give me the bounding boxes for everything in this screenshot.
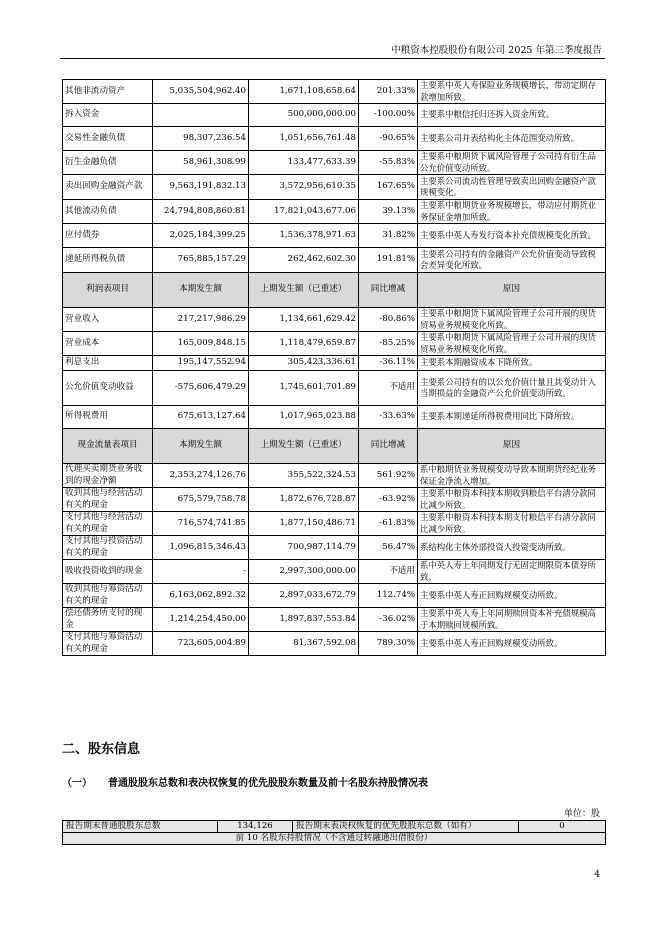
page-number: 4 [594,870,600,880]
balance-current-cell: 98,307,236.54 [153,127,249,151]
balance-previous-cell: 17,821,043,677.06 [249,200,359,224]
income-current-cell: 675,613,127.64 [153,406,249,429]
cash-previous-cell: 2,997,300,000.00 [249,560,359,584]
income-row [63,371,606,406]
income-change-cell: -33.63% [359,406,418,429]
balance-previous-cell: 1,536,378,971.63 [249,224,359,248]
income-current-cell: 165,009,848.15 [153,332,249,356]
cash-item-cell: 吸收投资收到的现金 [63,560,153,584]
cash-change-cell: -36.02% [359,608,418,632]
balance-row [63,175,606,200]
cash-reason-cell: 主要系中英人寿上年同期赎回资本补充债规模高于本期赎回规模所致。 [418,608,606,632]
income-previous-cell: 1,118,479,659.87 [249,332,359,356]
shareholder-count-row [63,821,606,833]
income-item-cell: 所得税费用 [63,406,153,429]
cash-previous-cell: 1,877,150,486.71 [249,512,359,536]
balance-current-cell: 58,961,308.99 [153,151,249,175]
cash-header-item: 现金流量表项目 [63,429,153,464]
balance-change-cell: 39.13% [359,200,418,224]
cash-change-cell: 789.30% [359,632,418,656]
income-section [63,308,606,429]
income-header-item: 利润表项目 [63,273,153,308]
cash-row [63,512,606,536]
cash-header-change: 同比增减 [359,429,418,464]
income-reason-cell: 主要系本期递延所得税费用同比下降所致。 [418,406,606,429]
subsection-text: 普通股股东总数和表决权恢复的优先股股东数量及前十名股东持股情况表 [108,778,428,789]
unit-label: 单位：股 [563,809,600,819]
cash-item-cell: 偿还债务所支付的现金 [63,608,153,632]
balance-item-cell: 应付债券 [63,224,153,248]
cash-change-cell: 112.74% [359,584,418,608]
cash-current-cell: 723,605,004.89 [153,632,249,656]
balance-current-cell [153,104,249,127]
cash-section [63,464,606,656]
balance-previous-cell: 1,051,656,761.48 [249,127,359,151]
balance-item-cell: 递延所得税负债 [63,248,153,273]
cash-previous-cell: 1,897,837,553.84 [249,608,359,632]
cash-row [63,608,606,632]
cash-reason-cell: 主要系中英人寿正回购规模变动所致。 [418,584,606,608]
income-previous-cell: 1,134,661,629.42 [249,308,359,332]
income-item-cell: 利息支出 [63,356,153,371]
income-current-cell: -575,606,479.29 [153,371,249,406]
income-item-cell: 营业收入 [63,308,153,332]
balance-change-cell: 31.82% [359,224,418,248]
income-current-cell: 195,147,552.94 [153,356,249,371]
balance-section [63,80,606,273]
report-header: 中粮资本控股股份有限公司 2025 年第三季度报告 [391,45,602,56]
balance-reason-cell: 主要系中英人寿发行资本补充债规模变化所致。 [418,224,606,248]
cash-change-cell: 561.92% [359,464,418,488]
income-header-change: 同比增减 [359,273,418,308]
income-change-cell: -36.11% [359,356,418,371]
income-previous-cell: 1,017,965,023.88 [249,406,359,429]
cash-change-cell: -63.92% [359,488,418,512]
balance-current-cell: 9,563,191,832.13 [153,175,249,200]
cash-previous-cell: 700,987,114.79 [249,536,359,560]
section-title: 二、股东信息 [62,742,141,757]
cash-reason-cell: 系中英人寿上年同期发行无固定期限资本债券所致。 [418,560,606,584]
income-current-cell: 217,217,986.29 [153,308,249,332]
balance-row [63,151,606,175]
income-previous-cell: 1,745,601,701.89 [249,371,359,406]
income-row [63,406,606,429]
cash-change-cell: -61.83% [359,512,418,536]
cash-current-cell: 1,096,815,346.43 [153,536,249,560]
income-item-cell: 营业成本 [63,332,153,356]
cash-previous-cell: 81,367,592.08 [249,632,359,656]
cash-row [63,632,606,656]
cash-reason-cell: 系结构化主体外部投资人投资变动所致。 [418,536,606,560]
balance-current-cell: 2,025,184,399.25 [153,224,249,248]
cash-current-cell: 6,163,062,892.32 [153,584,249,608]
balance-reason-cell: 主要系中粮期货业务规模增长，带动应付期货业务保证金增加所致。 [418,200,606,224]
cash-header-reason: 原因 [418,429,606,464]
balance-change-cell: -100.00% [359,104,418,127]
balance-item-cell: 交易性金融负债 [63,127,153,151]
cash-item-cell: 支付其他与筹资活动有关的现金 [63,632,153,656]
cash-item-cell: 支付其他与经营活动有关的现金 [63,512,153,536]
cash-reason-cell: 系中粮期货业务规模变动导致本期期货经纪业务保证金净流入增加。 [418,464,606,488]
income-change-cell: 不适用 [359,371,418,406]
subsection-title [62,774,428,789]
balance-current-cell: 765,885,157.29 [153,248,249,273]
balance-item-cell: 其他非流动资产 [63,80,153,104]
cash-previous-cell: 2,897,033,672.79 [249,584,359,608]
subsection-number: （一） [62,778,92,789]
balance-item-cell: 衍生金融负债 [63,151,153,175]
cash-item-cell: 收到其他与经营活动有关的现金 [63,488,153,512]
income-reason-cell: 主要系公司持有的以公允价值计量且其变动计入当期损益的金融资产公允价值变动所致。 [418,371,606,406]
cash-item-cell: 代理买卖期货业务收到的现金净额 [63,464,153,488]
income-reason-cell: 主要系中粮期货下属风险管理子公司开展的现货贸易业务规模变化所致。 [418,308,606,332]
cash-row [63,536,606,560]
cash-item-cell: 收到其他与筹资活动有关的现金 [63,584,153,608]
shareholder-table [62,820,606,845]
income-reason-cell: 主要系中粮期货下属风险管理子公司开展的现货贸易业务规模变化所致。 [418,332,606,356]
top10-label: 前 10 名股东持股情况（不含通过转融通出借股份） [63,833,606,845]
balance-change-cell: 201.33% [359,80,418,104]
balance-row [63,248,606,273]
cash-header-previous: 上期发生额（已重述） [249,429,359,464]
income-row [63,308,606,332]
cash-current-cell: 716,574,741.85 [153,512,249,536]
income-reason-cell: 主要系本期融资成本下降所致。 [418,356,606,371]
cash-current-cell: 2,353,274,126.76 [153,464,249,488]
balance-row [63,224,606,248]
cash-reason-cell: 主要系中粮资本科技本期收到粮信平台清分款同比减少所致。 [418,488,606,512]
cash-header-current: 本期发生额 [153,429,249,464]
balance-previous-cell: 1,671,108,658.64 [249,80,359,104]
income-previous-cell: 305,423,336.61 [249,356,359,371]
preferred-holders-label: 报告期末表决权恢复的优先股股东总数（如有） [293,821,519,833]
balance-change-cell: 167.65% [359,175,418,200]
balance-reason-cell: 主要系中粮信托归还拆入资金所致。 [418,104,606,127]
cash-row [63,560,606,584]
income-header-section [63,273,606,308]
income-change-cell: -80.86% [359,308,418,332]
income-row [63,356,606,371]
cash-reason-cell: 主要系中英人寿正回购规模变动所致。 [418,632,606,656]
balance-item-cell: 卖出回购金融资产款 [63,175,153,200]
common-holders-value: 134,126 [218,821,293,833]
cash-item-cell: 支付其他与投资活动有关的现金 [63,536,153,560]
balance-row [63,80,606,104]
balance-reason-cell: 主要系公司流动性管理导致卖出回购金融资产款规模变化。 [418,175,606,200]
income-header-previous: 上期发生额（已重述） [249,273,359,308]
balance-row [63,200,606,224]
balance-current-cell: 24,794,808,860.81 [153,200,249,224]
cash-previous-cell: 1,872,676,728.87 [249,488,359,512]
balance-current-cell: 5,035,504,962.40 [153,80,249,104]
balance-item-cell: 拆入资金 [63,104,153,127]
cash-change-cell: 不适用 [359,560,418,584]
balance-previous-cell: 262,462,602.30 [249,248,359,273]
income-header-row [63,273,606,308]
balance-item-cell: 其他流动负债 [63,200,153,224]
cash-header-section [63,429,606,464]
balance-reason-cell: 主要系公司持有的金融资产公允价值变动导致税会差异变化所致。 [418,248,606,273]
balance-previous-cell: 500,000,000.00 [249,104,359,127]
preferred-holders-value: 0 [519,821,606,833]
income-header-reason: 原因 [418,273,606,308]
cash-row [63,488,606,512]
cash-reason-cell: 主要系中粮资本科技本期支付粮信平台清分款同比减少所致。 [418,512,606,536]
cash-header-row [63,429,606,464]
top10-header-row [63,833,606,845]
cash-current-cell: 675,579,758.78 [153,488,249,512]
balance-row [63,104,606,127]
income-row [63,332,606,356]
common-holders-label: 报告期末普通股股东总数 [63,821,218,833]
cash-previous-cell: 355,522,324.53 [249,464,359,488]
balance-reason-cell: 主要系中英人寿保险业务规模增长，带动定期存款增加所致。 [418,80,606,104]
financial-change-table [62,79,606,656]
header-rule [60,58,605,59]
income-change-cell: -85.25% [359,332,418,356]
cash-current-cell: 1,214,254,450.00 [153,608,249,632]
cash-row [63,584,606,608]
balance-row [63,127,606,151]
cash-row [63,464,606,488]
income-item-cell: 公允价值变动收益 [63,371,153,406]
balance-previous-cell: 133,477,633.39 [249,151,359,175]
balance-reason-cell: 主要系中粮期货下属风险管理子公司持有衍生品公允价值变动所致。 [418,151,606,175]
balance-reason-cell: 主要系公司并表结构化主体范围变动所致。 [418,127,606,151]
balance-change-cell: -90.65% [359,127,418,151]
balance-change-cell: 191.81% [359,248,418,273]
balance-previous-cell: 3,572,956,610.35 [249,175,359,200]
cash-current-cell: - [153,560,249,584]
income-header-current: 本期发生额 [153,273,249,308]
cash-change-cell: 56.47% [359,536,418,560]
balance-change-cell: -55.83% [359,151,418,175]
